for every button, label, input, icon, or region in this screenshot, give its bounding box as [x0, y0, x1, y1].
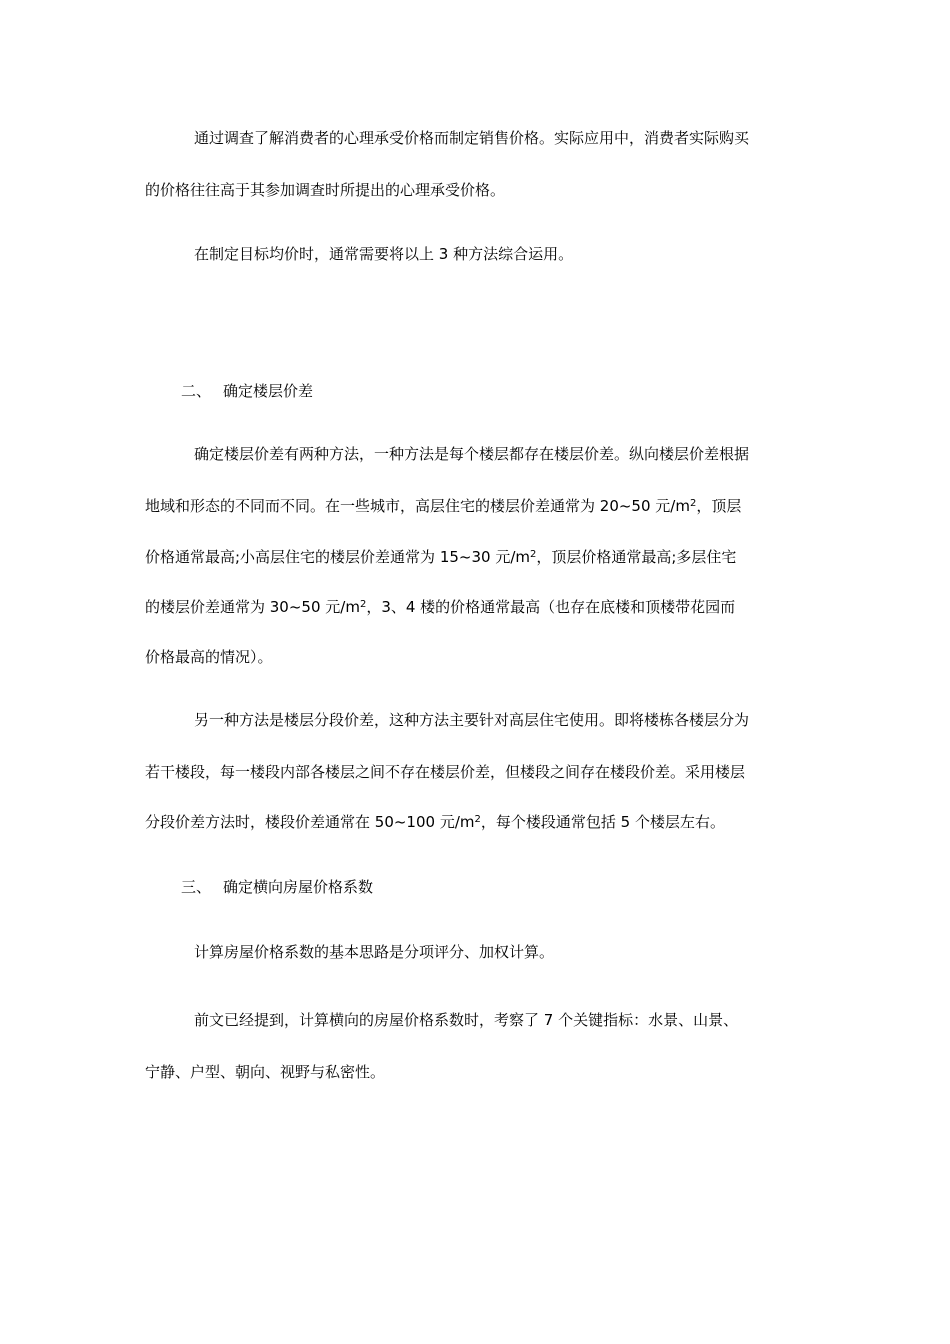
paragraph-line: 地域和形态的不同而不同。在一些城市，高层住宅的楼层价差通常为 20~50 元$/m^2$，顶层	[145, 497, 742, 515]
paragraph-line: 前文已经提到，计算横向的房屋价格系数时，考察了 7 个关键指标：水景、山景、	[194, 1011, 739, 1029]
paragraph-line: 的楼层价差通常为 30~50 元$/m^2$，3、4 楼的价格通常最高（也存在底楼和顶楼带花园而	[145, 598, 736, 616]
paragraph-line: 另一种方法是楼层分段价差，这种方法主要针对高层住宅使用。即将楼栋各楼层分为	[194, 711, 750, 729]
paragraph-line: 价格最高的情况）。	[145, 648, 273, 666]
paragraph-line: 若干楼段，每一楼段内部各楼层之间不存在楼层价差，但楼段之间存在楼段价差。采用楼层	[145, 763, 746, 781]
paragraph-line: 确定楼层价差有两种方法，一种方法是每个楼层都存在楼层价差。纵向楼层价差根据	[194, 445, 750, 463]
section-heading	[181, 877, 815, 897]
section-title: 确定横向房屋价格系数	[223, 878, 374, 896]
paragraph-line: 的价格往往高于其参加调查时所提出的心理承受价格。	[145, 181, 506, 199]
section-title: 确定楼层价差	[223, 382, 314, 400]
paragraph-line: 通过调查了解消费者的心理承受价格而制定销售价格。实际应用中，消费者实际购买	[194, 129, 750, 147]
section-number: 三、	[181, 878, 212, 896]
paragraph-line: 价格通常最高;小高层住宅的楼层价差通常为 15~30 元$/m^2$，顶层价格通常最高;多层住宅	[145, 548, 737, 566]
paragraph-line: 宁静、户型、朝向、视野与私密性。	[145, 1063, 386, 1081]
paragraph-line: 在制定目标均价时，通常需要将以上 3 种方法综合运用。	[194, 245, 574, 263]
paragraph-line: 计算房屋价格系数的基本思路是分项评分、加权计算。	[194, 943, 555, 961]
section-number: 二、	[181, 382, 212, 400]
section-heading	[181, 381, 815, 401]
paragraph-line: 分段价差方法时，楼段价差通常在 50~100 元$/m^2$，每个楼段通常包括 5 个楼层左右。	[145, 813, 725, 831]
